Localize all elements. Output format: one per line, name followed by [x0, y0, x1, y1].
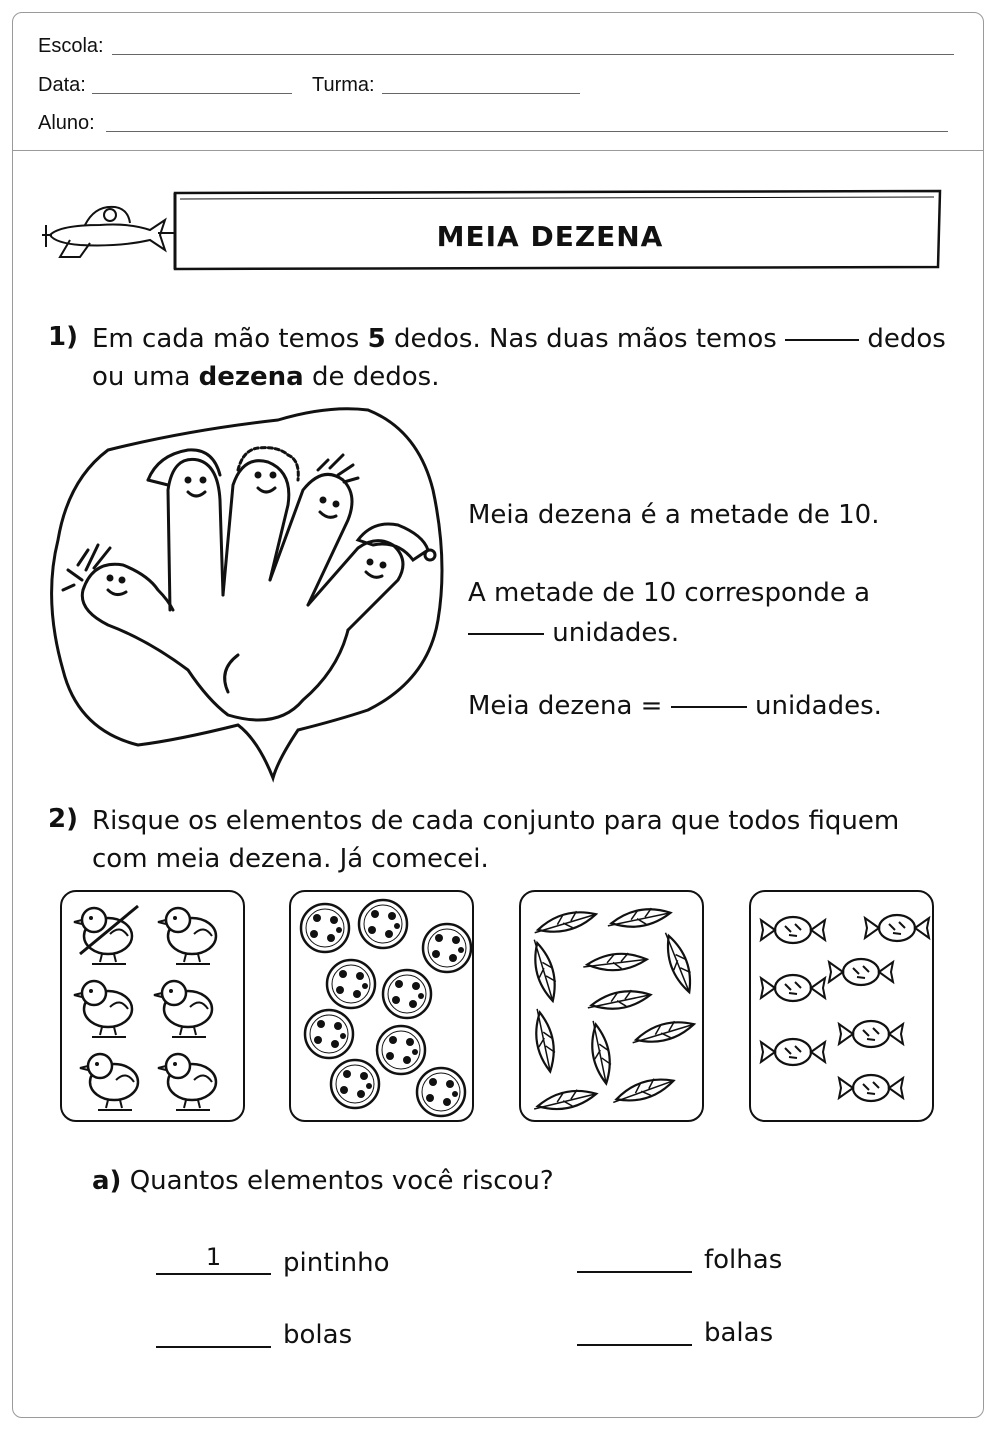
- question-a-text: a) Quantos elementos você riscou?: [92, 1166, 554, 1196]
- answer-blank-dedos[interactable]: [785, 339, 859, 341]
- chick-5: [80, 1054, 138, 1110]
- answer-balls-line: [156, 1346, 271, 1348]
- set-candies[interactable]: [749, 890, 934, 1122]
- hand-illustration: [38, 400, 458, 785]
- answer-blank-units[interactable]: [468, 633, 544, 635]
- leaves-drawing: [521, 892, 706, 1124]
- chick-3: [74, 981, 132, 1037]
- set-balls[interactable]: [289, 890, 474, 1122]
- school-field[interactable]: [112, 54, 954, 55]
- date-label: Data:: [38, 74, 86, 96]
- question-2-number: 2): [48, 804, 78, 834]
- answer-leaves-label: folhas: [704, 1245, 783, 1275]
- class-label: Turma:: [312, 74, 375, 96]
- page-title: MEIA DEZENA: [436, 220, 664, 253]
- answer-chick-label: pintinho: [283, 1248, 390, 1278]
- question-2-text: Risque os elementos de cada conjunto para que todos fiquem com meia dezena. Já comecei.: [92, 806, 900, 874]
- student-label: Aluno:: [38, 112, 95, 134]
- balls-drawing: [291, 892, 476, 1124]
- half-ten-units-text: A metade de 10 corresponde a unidades.: [468, 578, 871, 648]
- chick-4: [154, 981, 212, 1037]
- header-divider: [12, 150, 984, 151]
- class-field[interactable]: [382, 93, 580, 94]
- half-ten-text: Meia dezena é a metade de 10.: [468, 500, 880, 530]
- answer-chick-line: [156, 1273, 271, 1275]
- set-leaves[interactable]: [519, 890, 704, 1122]
- candies-drawing: [751, 892, 936, 1124]
- set-chicks[interactable]: [60, 890, 245, 1122]
- school-label: Escola:: [38, 35, 104, 57]
- answer-chick-value[interactable]: 1: [205, 1243, 222, 1271]
- chicks-drawing: [62, 892, 247, 1124]
- answer-blank-equation[interactable]: [671, 706, 747, 708]
- answer-leaves-line: [577, 1271, 692, 1273]
- half-dozen-equation: Meia dezena = unidades.: [468, 691, 882, 721]
- question-1-text: Em cada mão temos 5 dedos. Nas duas mãos temos dedos ou uma dezena de dedos.: [92, 324, 946, 392]
- question-1-number: 1): [48, 322, 78, 352]
- airplane-icon: [42, 207, 165, 257]
- chick-2: [158, 908, 216, 964]
- answer-candies-line: [577, 1344, 692, 1346]
- answer-candies-label: balas: [704, 1318, 774, 1348]
- chick-6: [158, 1054, 216, 1110]
- date-field[interactable]: [92, 93, 292, 94]
- answer-balls-label: bolas: [283, 1320, 353, 1350]
- student-field[interactable]: [106, 131, 948, 132]
